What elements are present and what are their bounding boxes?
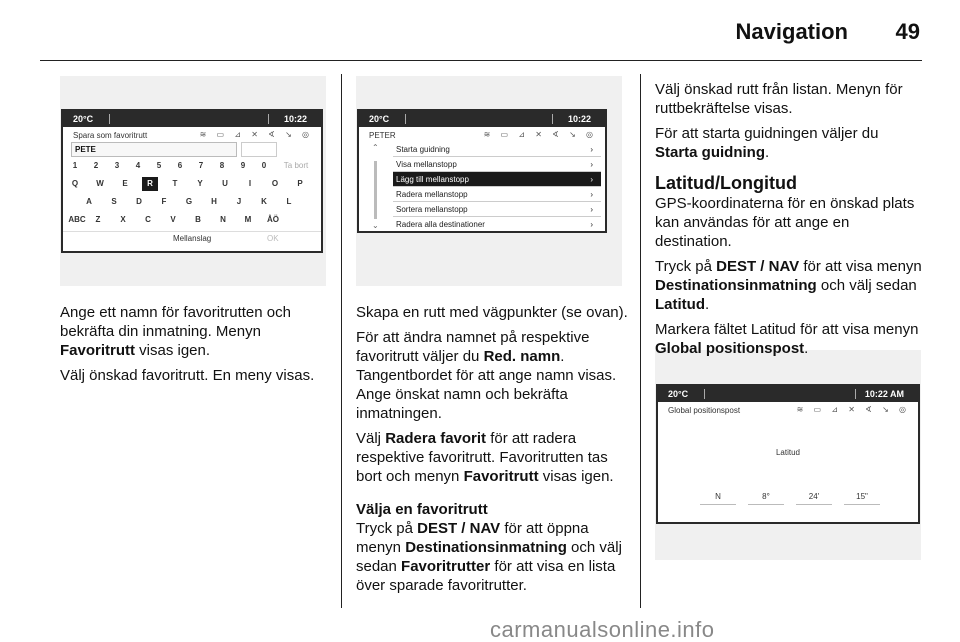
key-o[interactable]: O [271, 179, 279, 188]
subheading: Välja en favoritrutt [356, 501, 488, 518]
key-u[interactable]: U [222, 179, 228, 188]
chevron-right-icon: › [590, 205, 593, 214]
key-n[interactable]: N [220, 215, 226, 224]
latitude-label: Latitud [775, 448, 801, 457]
figure-route-menu [356, 76, 622, 286]
key-t[interactable]: T [172, 179, 178, 188]
key-m[interactable]: M [244, 215, 252, 224]
gps-minutes-field[interactable]: 24' [796, 492, 832, 505]
scrollbar[interactable] [374, 161, 377, 219]
key-0[interactable]: 0 [261, 161, 267, 170]
key-5[interactable]: 5 [156, 161, 162, 170]
key-8[interactable]: 8 [219, 161, 225, 170]
status-icons: ≋ ▭ ⊿ ✕ ∢ ↘ ◎ [483, 130, 597, 139]
key-f[interactable]: F [161, 197, 167, 206]
route-menu-item-label: Radera alla destinationer [396, 220, 485, 229]
status-icons: ≋ ▭ ⊿ ✕ ∢ ↘ ◎ [796, 405, 910, 414]
chevron-right-icon: › [590, 145, 593, 154]
screen-subtitle: Global positionspost [668, 406, 741, 415]
key-i[interactable]: I [248, 179, 252, 188]
key-v[interactable]: V [170, 215, 176, 224]
key-x[interactable]: X [120, 215, 126, 224]
key-z[interactable]: Z [95, 215, 101, 224]
route-menu-item-label: Radera mellanstopp [396, 190, 468, 199]
paragraph: Markera fältet Latitud för att visa menyn Global positionspost. [655, 321, 919, 357]
page-title: Navigation [735, 19, 848, 44]
status-icons: ≋ ▭ ⊿ ✕ ∢ ↘ ◎ [199, 130, 313, 139]
route-menu-item-label: Starta guidning [396, 145, 450, 154]
column-divider-2 [640, 74, 641, 608]
key-s[interactable]: S [111, 197, 117, 206]
gps-degrees-field[interactable]: 8° [748, 492, 784, 505]
header-rule [40, 60, 922, 61]
gps-seconds-field[interactable]: 15" [844, 492, 880, 505]
keyboard-row-1 [63, 175, 321, 193]
page-header [0, 0, 960, 62]
column-divider-1 [341, 74, 342, 608]
keyboard-row-2 [63, 193, 321, 211]
key-4[interactable]: 4 [135, 161, 141, 170]
key-7[interactable]: 7 [198, 161, 204, 170]
status-bar: 20°C 10:22 [63, 111, 321, 127]
paragraph: För att ändra namnet på respektive favoritrutt väljer du Red. namn. Tangentbordet för att ange namn visas. Ange önskat namn och bekräfta inmatningen. [356, 329, 617, 422]
key-h[interactable]: H [211, 197, 217, 206]
key-e[interactable]: E [122, 179, 128, 188]
status-bar: 20°C 10:22 AM [658, 386, 918, 402]
route-menu-item[interactable] [393, 217, 601, 232]
key-2[interactable]: 2 [93, 161, 99, 170]
chevron-right-icon: › [590, 160, 593, 169]
column-3-text [655, 80, 925, 364]
paragraph: Skapa en rutt med vägpunkter (se ovan). [356, 304, 628, 321]
route-menu-item-label: Sortera mellanstopp [396, 205, 468, 214]
screen-subtitle: PETER [369, 131, 396, 140]
key-y[interactable]: Y [197, 179, 203, 188]
column-1-text [60, 303, 330, 391]
gps-entry-screen [656, 384, 920, 524]
route-menu-item-label: Visa mellanstopp [396, 160, 457, 169]
key-d[interactable]: D [136, 197, 142, 206]
figure-gps-entry [655, 350, 921, 560]
chevron-right-icon: › [590, 175, 593, 184]
paragraph: Välj önskad rutt från listan. Menyn för ruttbekräftelse visas. [655, 81, 903, 117]
keyboard-digit-row [63, 157, 321, 175]
section-heading: Latitud/Longitud [655, 173, 797, 193]
route-menu-item[interactable] [393, 172, 601, 187]
name-input[interactable]: PETE [71, 142, 237, 157]
route-menu-item[interactable] [393, 142, 601, 157]
route-menu-item[interactable] [393, 202, 601, 217]
scroll-up-icon[interactable]: ⌃ [372, 143, 379, 152]
paragraph: Tryck på DEST / NAV för att visa menyn Destinationsinmatning och välj sedan Latitud. [655, 258, 922, 313]
paragraph: Välj önskad favoritrutt. En meny visas. [60, 367, 315, 384]
keyboard-screen [61, 109, 323, 253]
route-menu-item[interactable] [393, 187, 601, 202]
key-l[interactable]: L [286, 197, 292, 206]
keyboard-row-3 [63, 211, 321, 229]
key-k[interactable]: K [261, 197, 267, 206]
gps-hemisphere-field[interactable]: N [700, 492, 736, 505]
figure-keyboard [60, 76, 326, 286]
key-6[interactable]: 6 [177, 161, 183, 170]
key-1[interactable]: 1 [72, 161, 78, 170]
suggestion-field [241, 142, 277, 157]
scroll-down-icon[interactable]: ⌄ [372, 221, 379, 230]
key-p[interactable]: P [297, 179, 303, 188]
key-abc[interactable]: ABC [68, 215, 86, 224]
ok-key[interactable]: OK [267, 234, 279, 243]
keyboard-bottom-row [63, 231, 321, 245]
key-3[interactable]: 3 [114, 161, 120, 170]
paragraph: GPS-koordinaterna för en önskad plats kan användas för att ange en destination. [655, 195, 915, 250]
route-menu-item-label: Lägg till mellanstopp [396, 175, 469, 184]
key-b[interactable]: B [195, 215, 201, 224]
screen-subtitle: Spara som favoritrutt [73, 131, 148, 140]
paragraph: Välj Radera favorit för att radera respektive favoritrutt. Favoritrutten tas bort och menyn Favoritrutt visas igen. [356, 430, 614, 485]
watermark: carmanualsonline.info [490, 617, 715, 642]
page-number: 49 [895, 19, 920, 44]
paragraph: Tryck på DEST / NAV för att öppna menyn Destinationsinmatning och välj sedan Favoritrutter för att visa en lista över sparade favoritrutter. [356, 520, 622, 594]
paragraph: För att starta guidningen väljer du Starta guidning. [655, 125, 879, 161]
chevron-right-icon: › [590, 220, 593, 229]
route-menu-screen [357, 109, 607, 233]
paragraph: Ange ett namn för favoritrutten och bekräfta din inmatning. Menyn Favoritrutt visas igen. [60, 304, 291, 359]
key-g[interactable]: G [185, 197, 193, 206]
key-j[interactable]: J [236, 197, 242, 206]
route-menu-item[interactable] [393, 157, 601, 172]
key-special-chars[interactable]: ÅÖ [267, 215, 279, 224]
column-2-text [356, 303, 628, 601]
space-key[interactable]: Mellanslag [173, 234, 212, 243]
key-a[interactable]: A [86, 197, 92, 206]
chevron-right-icon: › [590, 190, 593, 199]
key-r[interactable]: R [142, 177, 158, 191]
delete-key[interactable]: Ta bort [283, 161, 309, 170]
key-w[interactable]: W [96, 179, 104, 188]
key-c[interactable]: C [145, 215, 151, 224]
key-9[interactable]: 9 [240, 161, 246, 170]
status-bar: 20°C 10:22 [359, 111, 605, 127]
key-q[interactable]: Q [71, 179, 79, 188]
